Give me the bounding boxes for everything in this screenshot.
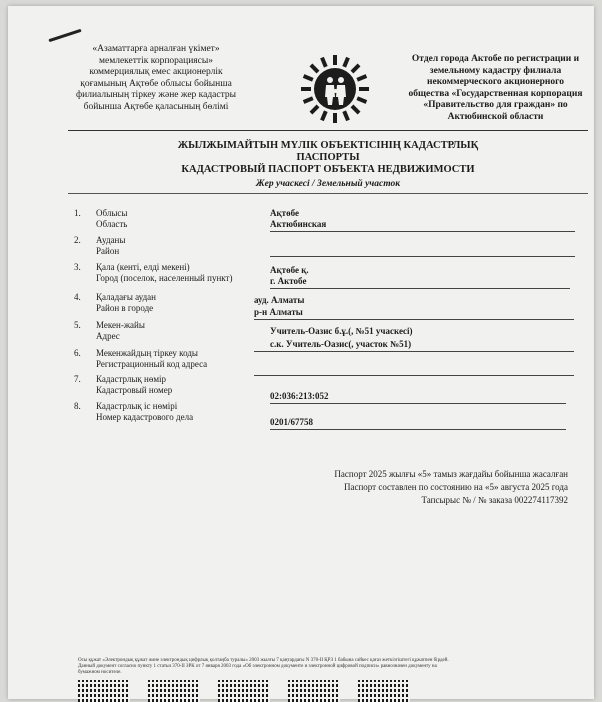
field-label-ru: Номер кадастрового дела [96, 412, 194, 422]
header-right-ru [403, 54, 588, 123]
field-value-kz: Ақтөбе қ. [270, 265, 309, 275]
field-underline [270, 429, 566, 430]
header-left-line: коммерциялық емес акционерлік [89, 67, 223, 77]
title-line-ru: КАДАСТРОВЫЙ ПАСПОРТ ОБЪЕКТА НЕДВИЖИМОСТИ [181, 164, 475, 175]
field-address [74, 320, 584, 349]
field-city-district [74, 292, 584, 318]
document-title [68, 140, 588, 176]
issue-date-ru: Паспорт составлен по состоянию на «5» августа 2025 года [343, 482, 568, 492]
title-line-kz: ЖЫЛЖЫМАЙТЫН МҮЛІК ОБЪЕКТІСІНІҢ КАДАСТРЛЫҚ [177, 140, 479, 151]
header-left-line: мемлекеттік корпорациясы» [98, 55, 214, 66]
field-underline [270, 288, 570, 289]
field-label-kz: Қаладағы аудан [96, 292, 156, 302]
header-right-line: земельному кадастру филиала [429, 65, 562, 76]
field-label [96, 320, 256, 342]
field-label [96, 235, 256, 257]
field-number: 6. [74, 348, 81, 358]
field-label-kz: Қала (кенті, елді мекені) [96, 262, 190, 272]
issue-date-note [308, 468, 568, 507]
field-value: 0201/67758 [270, 417, 314, 427]
field-registration-code [74, 348, 584, 374]
header-left-line: филиалының тіркеу және жер кадастры [75, 90, 237, 100]
field-label-ru: Область [96, 219, 128, 229]
field-number: 5. [74, 320, 81, 330]
field-label [96, 292, 256, 314]
legal-line-ru: Данный документ согласно пункту 1 статьи 370-II ЗРК от 7 января 2003 года «Об электронном документе и электронной цифровой подписи» равнозначен документу на [78, 664, 437, 669]
field-label-kz: Кадастрлық нөмір [96, 374, 167, 384]
field-label [96, 401, 256, 423]
document-subtitle: Жер учаскесі / Земельный участок [255, 179, 401, 189]
field-label-kz: Мекен-жайы [96, 320, 145, 330]
field-label-ru: Кадастровый номер [96, 385, 173, 395]
field-number: 3. [74, 262, 81, 272]
header-left-line: бойынша Ақтөбе қаласының бөлімі [83, 101, 229, 112]
field-label-ru: Регистрационный код адреса [96, 359, 208, 369]
field-region [74, 208, 584, 234]
document-sheet [8, 6, 594, 699]
field-value-ru: Актюбинская [270, 219, 327, 229]
field-value: 02:036:213:052 [270, 391, 329, 401]
field-value-kz: ауд. Алматы [254, 295, 305, 305]
field-label-ru: Район в городе [96, 303, 154, 313]
legal-line-kz: Осы құжат «Электрондық құжат және электрондық цифрлық қолтаңба туралы» 2003 жылғы 7 қаңтардағы N 370-II ҚРЗ 1 бабына сәйкес қағаз жеткізгіштегі құжатпен бірдей. [78, 658, 449, 663]
issue-date-kz: Паспорт 2025 жылғы «5» тамыз жағдайы бойынша жасалған [334, 469, 568, 479]
field-case-number [74, 401, 584, 427]
field-label-kz: Облысы [96, 208, 128, 218]
header-right-line: общества «Государственная корпорация [408, 88, 583, 99]
field-label [96, 262, 256, 284]
field-label-kz: Мекенжайдың тіркеу коды [96, 348, 198, 358]
field-value-ru: р-н Алматы [254, 307, 303, 317]
field-number: 7. [74, 374, 81, 384]
header-left-kz [56, 44, 256, 113]
field-value-ru: г. Актобе [270, 276, 307, 286]
legal-line-ru-2: бумажном носителе. [78, 670, 122, 675]
field-underline [270, 256, 575, 257]
field-value-ru: с.к. Учитель-Оазис(, участок №51) [270, 339, 412, 349]
field-district [74, 235, 584, 261]
subtitle-divider [68, 193, 588, 194]
title-line-kz-2: ПАСПОРТЫ [296, 152, 360, 163]
field-number: 1. [74, 208, 81, 218]
field-value-kz: Учитель-Оазис б.ұ.(, №51 учаскесі) [270, 326, 413, 336]
field-label-kz: Кадастрлық іс нөмірі [96, 401, 178, 411]
header-right-line: Отдел города Актобе по регистрации и [411, 54, 580, 64]
government-emblem-icon [300, 54, 370, 124]
field-label-ru: Район [96, 246, 120, 256]
pen-mark [48, 29, 81, 42]
field-number: 8. [74, 401, 81, 411]
header-right-line: Актюбинской области [447, 111, 544, 122]
field-underline [270, 231, 575, 232]
field-city [74, 262, 584, 288]
header-right-line: некоммерческого акционерного [427, 77, 564, 87]
order-number: Тапсырыс № / № заказа 002274117392 [421, 495, 568, 505]
legal-disclaimer [78, 658, 548, 676]
field-label [96, 208, 256, 230]
field-label-ru: Адрес [96, 331, 120, 341]
header-right-line: «Правительство для граждан» по [423, 100, 568, 110]
field-cadastral-number [74, 374, 584, 400]
field-number: 4. [74, 292, 81, 302]
field-value-kz: Ақтөбе [270, 208, 299, 218]
header-left-line: «Азаматтарға арналған үкімет» [92, 44, 220, 54]
header-divider [68, 130, 588, 131]
field-label [96, 374, 256, 396]
header-left-line: қоғамының Ақтөбе облысы бойынша [80, 78, 232, 89]
field-label-kz: Ауданы [96, 235, 126, 245]
field-label [96, 348, 276, 370]
field-number: 2. [74, 235, 81, 245]
field-label-ru: Город (поселок, населенный пункт) [96, 273, 233, 283]
